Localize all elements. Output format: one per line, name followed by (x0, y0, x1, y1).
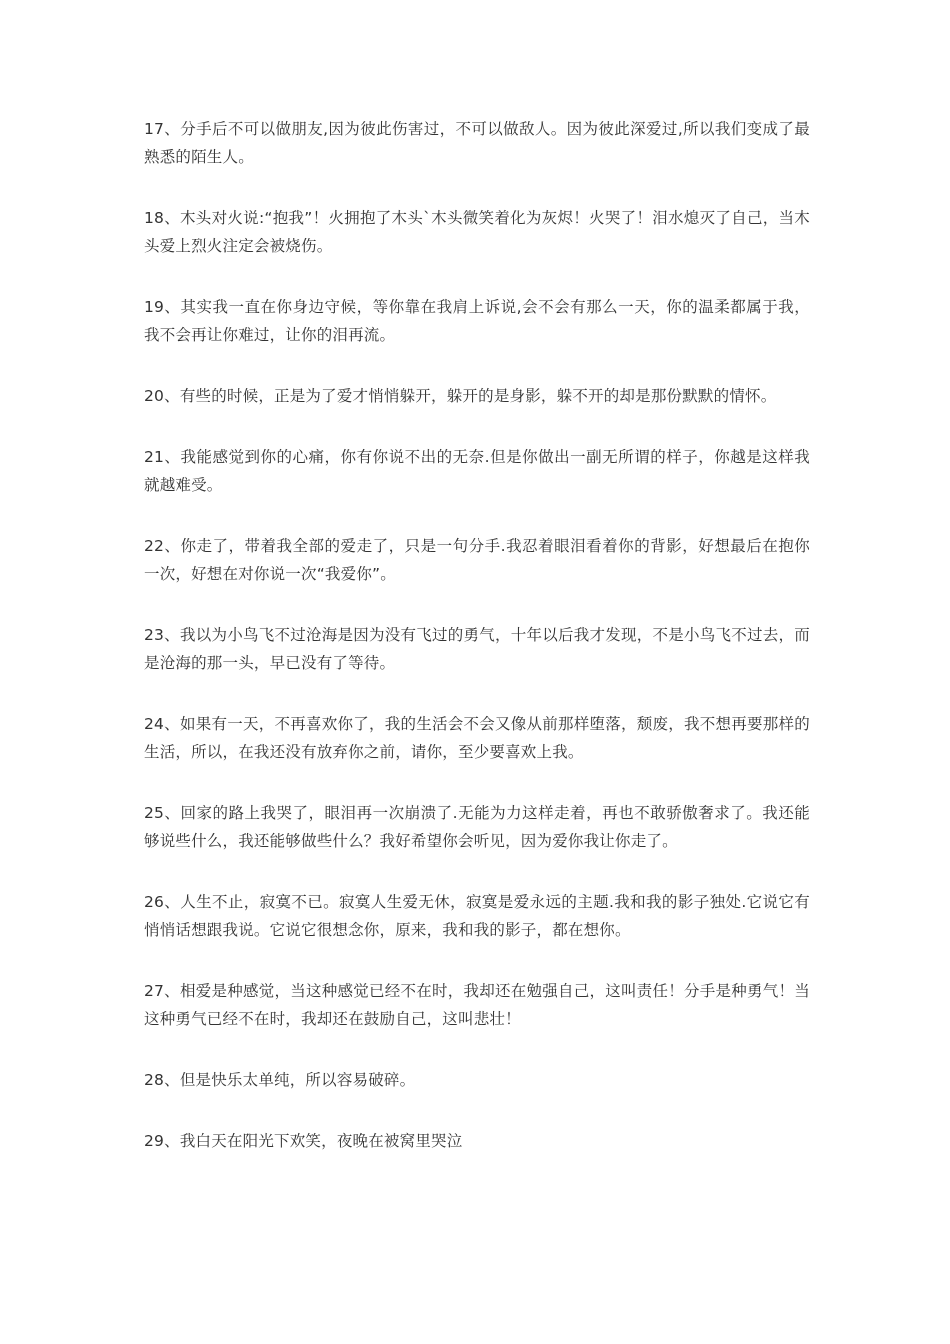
paragraph-text: 有些的时候，正是为了爱才悄悄躲开，躲开的是身影，躲不开的却是那份默默的情怀。 (179, 387, 777, 405)
paragraph-25 (144, 799, 810, 855)
paragraph-number: 19、 (144, 298, 181, 316)
paragraph-text: 木头对火说:“抱我”！火拥抱了木头`木头微笑着化为灰烬！火哭了！泪水熄灭了自己，当木头爱上烈火注定会被烧伤。 (144, 209, 811, 255)
paragraph-number: 26、 (144, 893, 181, 911)
paragraph-text: 相爱是种感觉，当这种感觉已经不在时，我却还在勉强自己，这叫责任！分手是种勇气！当这种勇气已经不在时，我却还在鼓励自己，这叫悲壮！ (144, 982, 810, 1028)
paragraph-number: 23、 (144, 626, 180, 644)
paragraph-text: 我以为小鸟飞不过沧海是因为没有飞过的勇气，十年以后我才发现，不是小鸟飞不过去，而是沧海的那一头，早已没有了等待。 (144, 626, 810, 672)
paragraph-number: 21、 (144, 448, 181, 466)
paragraph-text: 但是快乐太单纯，所以容易破碎。 (179, 1071, 416, 1089)
paragraph-19 (144, 293, 810, 349)
paragraph-22 (144, 532, 810, 588)
paragraph-text: 我能感觉到你的心痛，你有你说不出的无奈.但是你做出一副无所谓的样子，你越是这样我就越难受。 (144, 448, 810, 494)
paragraph-24 (144, 710, 810, 766)
paragraph-list (144, 115, 810, 1188)
paragraph-number: 22、 (144, 537, 181, 555)
paragraph-26 (144, 888, 810, 944)
paragraph-20 (144, 382, 810, 410)
paragraph-number: 20、 (144, 387, 180, 405)
paragraph-23 (144, 621, 810, 677)
paragraph-number: 18、 (144, 209, 181, 227)
paragraph-text: 其实我一直在你身边守候，等你靠在我肩上诉说,会不会有那么一天，你的温柔都属于我，我不会再让你难过，让你的泪再流。 (144, 298, 810, 344)
paragraph-number: 28、 (144, 1071, 180, 1089)
paragraph-number: 25、 (144, 804, 181, 822)
paragraph-17 (144, 115, 810, 171)
paragraph-number: 24、 (144, 715, 180, 733)
paragraph-number: 29、 (144, 1132, 180, 1150)
paragraph-27 (144, 977, 810, 1033)
paragraph-text: 我白天在阳光下欢笑，夜晚在被窝里哭泣 (179, 1132, 463, 1150)
paragraph-number: 27、 (144, 982, 180, 1000)
paragraph-text: 人生不止，寂寞不已。寂寞人生爱无休，寂寞是爱永远的主题.我和我的影子独处.它说它有悄悄话想跟我说。它说它很想念你，原来，我和我的影子，都在想你。 (144, 893, 810, 939)
paragraph-21 (144, 443, 810, 499)
paragraph-text: 分手后不可以做朋友,因为彼此伤害过，不可以做敌人。因为彼此深爱过,所以我们变成了最熟悉的陌生人。 (144, 120, 810, 166)
paragraph-text: 回家的路上我哭了，眼泪再一次崩溃了.无能为力这样走着，再也不敢骄傲奢求了。我还能够说些什么，我还能够做些什么？我好希望你会听见，因为爱你我让你走了。 (144, 804, 810, 850)
paragraph-18 (144, 204, 810, 260)
paragraph-28 (144, 1066, 810, 1094)
paragraph-text: 如果有一天，不再喜欢你了，我的生活会不会又像从前那样堕落，颓废，我不想再要那样的生活，所以，在我还没有放弃你之前，请你，至少要喜欢上我。 (144, 715, 810, 761)
paragraph-29 (144, 1127, 810, 1155)
paragraph-number: 17、 (144, 120, 181, 138)
paragraph-text: 你走了，带着我全部的爱走了，只是一句分手.我忍着眼泪看着你的背影，好想最后在抱你一次，好想在对你说一次“我爱你”。 (144, 537, 810, 583)
